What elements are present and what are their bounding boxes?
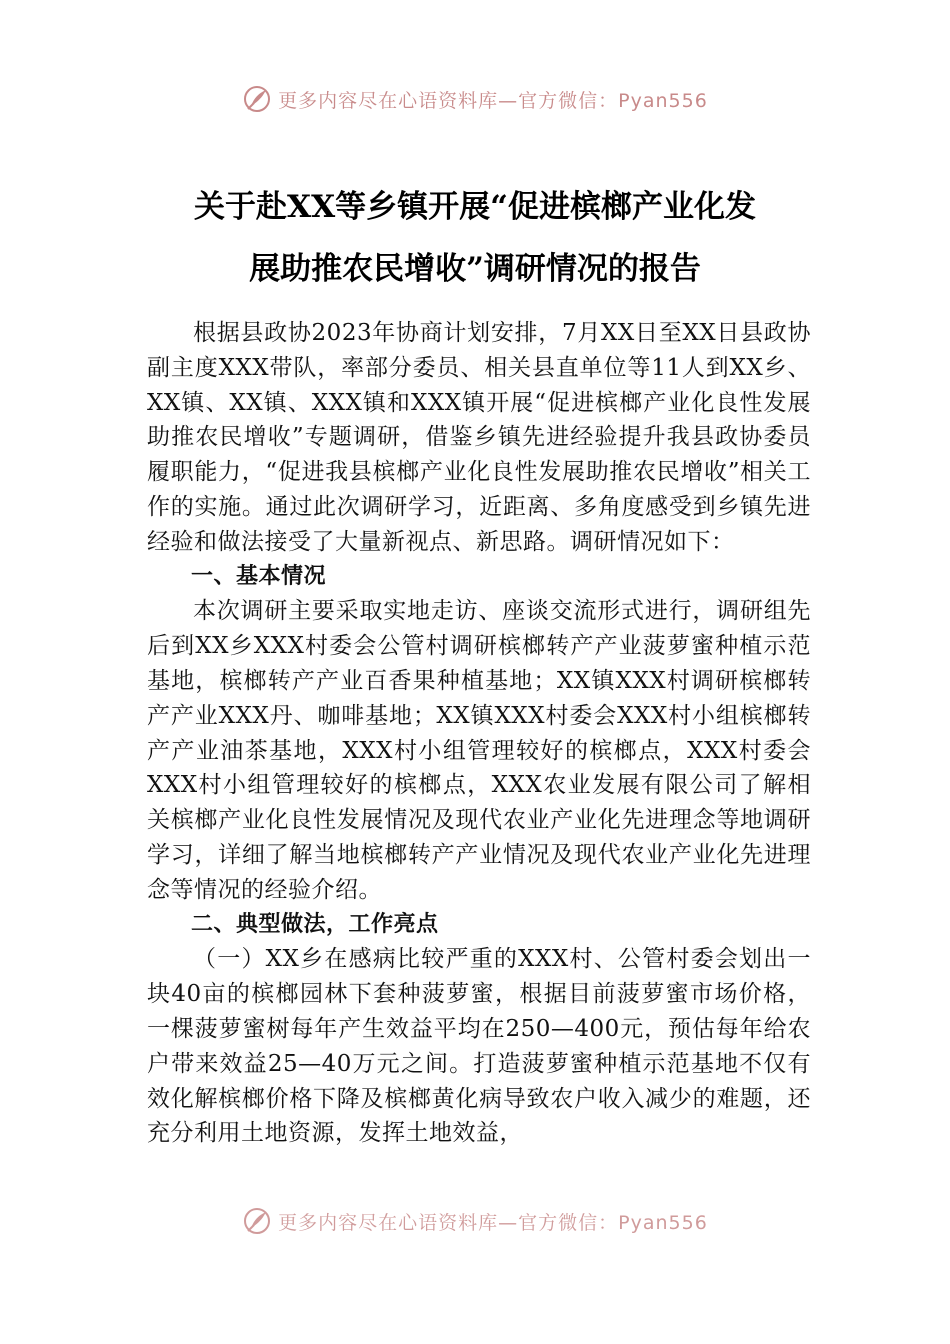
title-line-2: 展助推农民增收”调研情况的报告	[249, 251, 701, 287]
section-1-paragraph: 本次调研主要采取实地走访、座谈交流形式进行，调研组先后到XX乡XXX村委会公管村调研槟榔转产产业菠萝蜜种植示范基地，槟榔转产产业百香果种植基地；XX镇XXX村调研槟榔转产产业XXX丹、咖啡基地；XX镇XXX村委会XXX村小组槟榔转产产业油茶基地，XXX村小组管理较好的槟榔点，XXX村委会XXX村小组管理较好的槟榔点，XXX农业发展有限公司了解相关槟榔产业化良性发展情况及现代农业产业化先进理念等地调研学习，详细了解当地槟榔转产产业情况及现代农业产业化先进理念等情况的经验介绍。	[147, 598, 811, 903]
intro-paragraph: 根据县政协2023年协商计划安排，7月XX日至XX日县政协副主度XXX带队，率部分委员、相关县直单位等11人到XX乡、XX镇、XX镇、XXX镇和XXX镇开展“促进槟榔产业化良性发展助推农民增收”专题调研，借鉴乡镇先进经验提升我县政协委员履职能力，“促进我县槟榔产业化良性发展助推农民增收”相关工作的实施。通过此次调研学习，近距离、多角度感受到乡镇先进经验和做法接受了大量新视点、新思路。调研情况如下：	[147, 320, 811, 555]
watermark-header	[0, 84, 950, 114]
watermark-text: 更多内容尽在心语资料库—官方微信：Pyan556	[278, 1211, 708, 1234]
feather-pen-icon	[242, 84, 272, 114]
feather-pen-icon	[242, 1206, 272, 1236]
document-body	[147, 316, 811, 1151]
document-title	[140, 176, 810, 300]
title-line-1: 关于赴XX等乡镇开展“促进槟榔产业化发	[194, 189, 756, 225]
section-2-heading: 二、典型做法，工作亮点	[191, 911, 439, 937]
watermark-footer	[0, 1206, 950, 1236]
section-2-item-1-paragraph: （一）XX乡在感病比较严重的XXX村、公管村委会划出一块40亩的槟榔园林下套种菠萝蜜，根据目前菠萝蜜市场价格，一棵菠萝蜜树每年产生效益平均在250—400元，预估每年给农户带来效益25—40万元之间。打造菠萝蜜种植示范基地不仅有效化解槟榔价格下降及槟榔黄化病导致农户收入减少的难题，还充分利用土地资源，发挥土地效益，	[147, 946, 811, 1147]
watermark-text: 更多内容尽在心语资料库—官方微信：Pyan556	[278, 89, 708, 112]
section-1-heading: 一、基本情况	[191, 563, 327, 589]
